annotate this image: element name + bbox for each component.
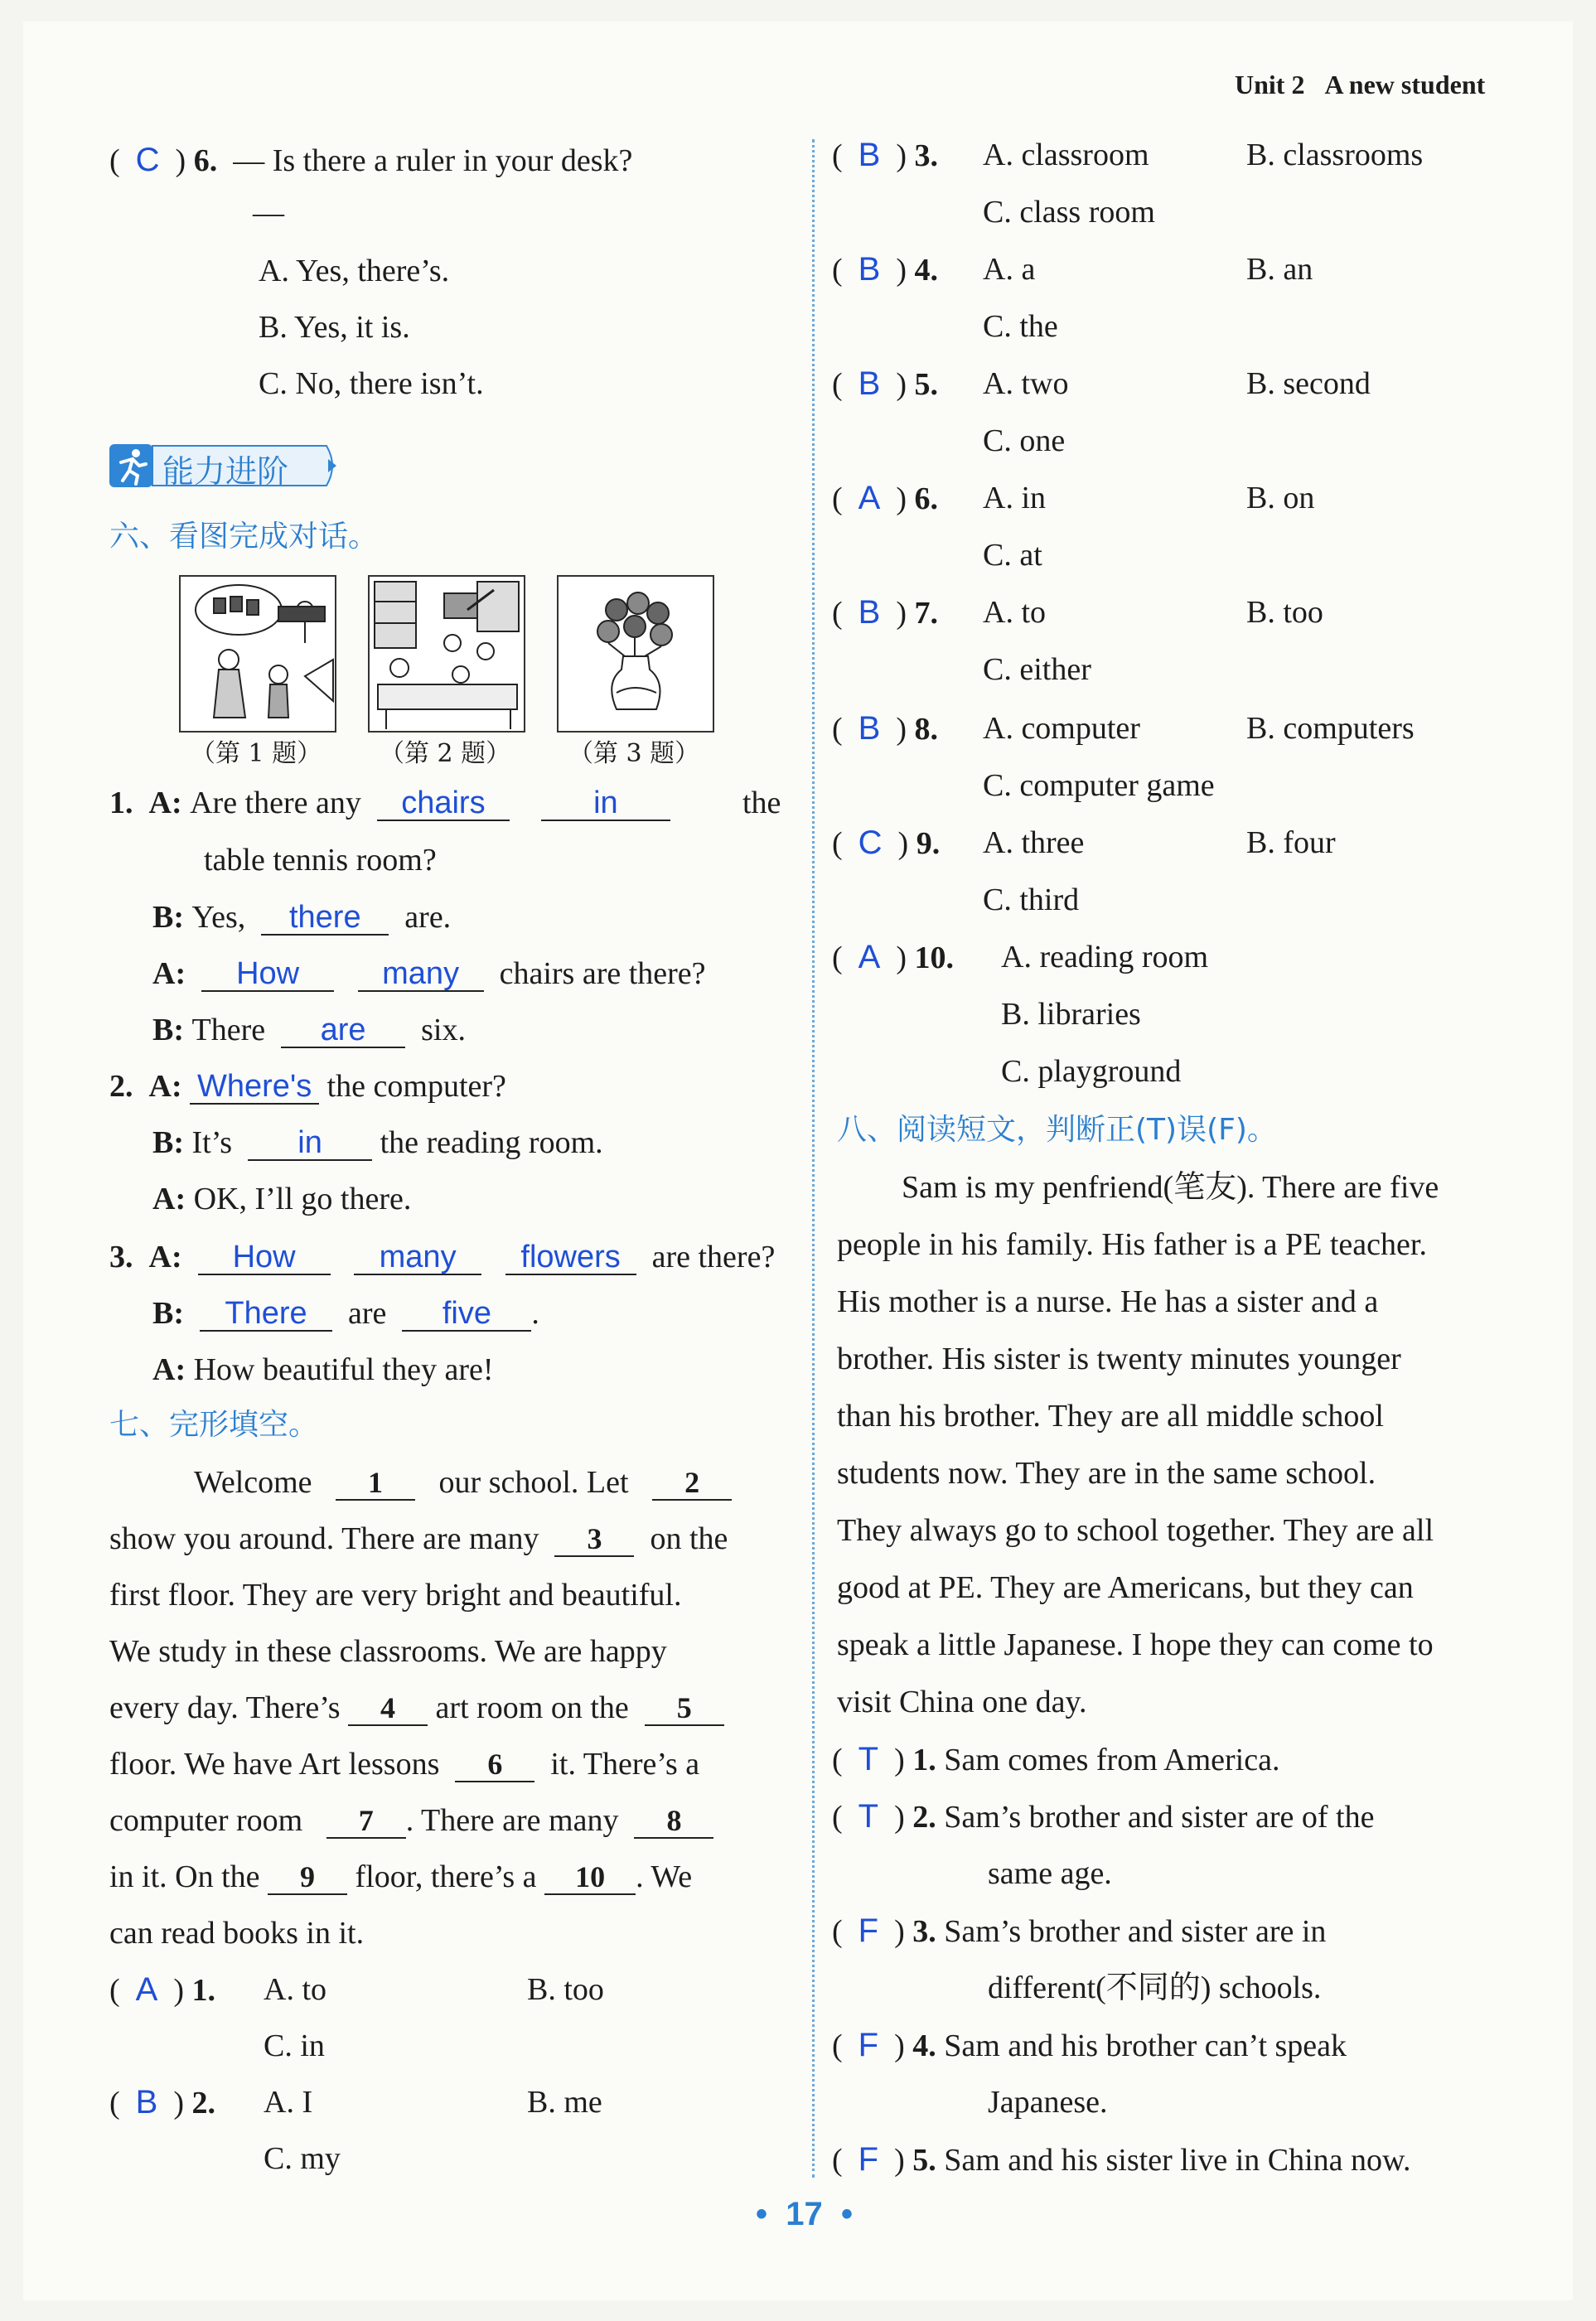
question-number: 6. [193, 143, 218, 178]
answer-mark: T [858, 1798, 879, 1835]
cloze-item: ( A ) 10. [832, 939, 954, 975]
cloze-item: ( B ) 8. [832, 710, 938, 747]
passage-line: speak a little Japanese. I hope they can come to [837, 1627, 1434, 1662]
passage-line: Sam is my penfriend(笔友). There are five [902, 1170, 1439, 1205]
classroom-chairs-illustration [181, 577, 335, 731]
flower-vase-illustration [559, 577, 713, 731]
page-number: • 17 • [756, 2196, 853, 2232]
cloze-row: We study in these classrooms. We are happy [109, 1634, 667, 1669]
picture-2 [368, 575, 525, 733]
cloze-row: floor. We have Art lessons 6 it. There’s a [109, 1747, 700, 1782]
banner-text: 能力进阶 [162, 453, 289, 490]
cloze-blank: 7 [326, 1804, 406, 1839]
answer-mark: F [858, 2141, 879, 2178]
unit-title: A new student [1324, 70, 1486, 99]
tf-item: ( F ) 5. Sam and his sister live in China now. [832, 2141, 1411, 2178]
ability-banner [109, 442, 343, 489]
answer-mark: T [858, 1741, 879, 1777]
dialogue-line: B: There are five . [152, 1296, 539, 1331]
passage-line: good at PE. They are Americans, but they can [837, 1570, 1414, 1605]
cloze-row: first floor. They are very bright and beautiful. [109, 1578, 682, 1613]
cloze-row: computer room 7 . There are many 8 [109, 1801, 713, 1840]
cloze-row: Welcome 1 our school. Let 2 [194, 1463, 732, 1501]
answer-mark: B [135, 2084, 158, 2120]
tf-item: ( F ) 4. Sam and his brother can’t speak [832, 2027, 1347, 2063]
cloze-blank: 5 [645, 1691, 724, 1726]
cloze-item: ( B ) 5. [832, 365, 938, 402]
cloze-row: every day. There’s 4 art room on the 5 [109, 1689, 724, 1727]
answer-blank[interactable]: there [261, 901, 389, 936]
answer-mark: B [858, 365, 881, 402]
cloze-item: ( B ) 7. [832, 594, 938, 631]
cloze-blank: 8 [634, 1804, 713, 1839]
answer-mark: A [858, 480, 881, 516]
dialogue-line: 3. A: How many flowers are there? [109, 1240, 776, 1274]
cloze-item: ( A ) 1. [109, 1971, 215, 2008]
answer-mark: C [858, 824, 883, 861]
answer-blank[interactable]: flowers [505, 1240, 636, 1275]
cloze-row: can read books in it. [109, 1916, 365, 1951]
answer-blank[interactable]: in [541, 786, 670, 821]
answer-mark: F [858, 2027, 879, 2063]
cloze-item: ( B ) 3. [832, 137, 938, 173]
unit-header [1235, 70, 1485, 100]
answer-blank[interactable]: How [201, 957, 334, 992]
answer-blank[interactable]: in [248, 1126, 372, 1161]
answer-mark: C [135, 142, 160, 178]
answer-blank[interactable]: five [402, 1297, 531, 1332]
passage-line: students now. They are in the same school. [837, 1456, 1376, 1491]
cloze-row: show you around. There are many 3 on the [109, 1521, 728, 1556]
tf-item: ( T ) 1. Sam comes from America. [832, 1741, 1280, 1777]
cloze-blank: 9 [268, 1860, 347, 1895]
cloze-row: in it. On the 9 floor, there’s a 10 . We [109, 1859, 693, 1894]
passage-line: brother. His sister is twenty minutes younger [837, 1342, 1401, 1376]
cloze-blank: 2 [652, 1466, 732, 1501]
unit-label: Unit 2 [1235, 70, 1305, 99]
answer-blank[interactable]: are [281, 1013, 405, 1048]
dialogue-line: B: It’s in the reading room. [152, 1125, 603, 1160]
passage-line: They always go to school together. They are all [837, 1513, 1434, 1548]
cloze-blank: 6 [455, 1748, 534, 1782]
section8-title: 八、阅读短文，判断正(T)误(F)。 [837, 1113, 1277, 1147]
answer-blank[interactable]: How [198, 1240, 331, 1275]
answer-blank[interactable]: Where's [190, 1070, 319, 1105]
question-text: — Is there a ruler in your desk? [233, 143, 633, 178]
caption-3: （第 3 题） [568, 739, 700, 768]
cloze-blank: 1 [336, 1466, 415, 1501]
section7-title: 七、完形填空。 [109, 1408, 319, 1442]
answer-mark: B [858, 594, 881, 631]
dialogue-line: 1. A: Are there any chairs in [109, 784, 670, 822]
section6-title: 六、看图完成对话。 [109, 520, 379, 554]
answer-mark: F [858, 1912, 879, 1949]
dialogue-line: 2. A: Where's the computer? [109, 1069, 506, 1104]
q6-line: ( C ) 6. — Is there a ruler in your desk? [109, 142, 633, 178]
cloze-item: ( A ) 6. [832, 480, 938, 516]
reading-room-illustration [370, 577, 524, 731]
caption-1: （第 1 题） [191, 739, 322, 768]
cloze-item: ( B ) 4. [832, 251, 938, 288]
cloze-item: ( C ) 9. [832, 824, 941, 861]
column-divider [812, 139, 815, 2178]
q6-option-c: C. No, there isn’t. [259, 366, 484, 401]
tf-item: ( T ) 2. Sam’s brother and sister are of the [832, 1798, 1375, 1835]
answer-blank[interactable]: chairs [377, 786, 510, 821]
answer-blank[interactable]: There [200, 1297, 332, 1332]
dialogue-line: A: How many chairs are there? [152, 956, 706, 991]
picture-1 [179, 575, 336, 733]
passage-line: than his brother. They are all middle school [837, 1399, 1384, 1434]
answer-blank[interactable]: many [354, 1240, 481, 1275]
passage-line: visit China one day. [837, 1685, 1087, 1719]
running-person-icon [109, 444, 152, 487]
dialogue-line: A: OK, I’ll go there. [152, 1182, 412, 1216]
picture-3 [557, 575, 714, 733]
answer-blank[interactable]: many [358, 957, 484, 992]
cloze-blank: 10 [544, 1860, 636, 1895]
answer-mark: A [858, 939, 881, 975]
answer-mark: A [135, 1971, 158, 2008]
cloze-blank: 4 [348, 1691, 428, 1726]
answer-mark: B [858, 251, 881, 288]
dialogue-line: A: How beautiful they are! [152, 1352, 494, 1387]
q6-option-b: B. Yes, it is. [259, 310, 410, 345]
answer-mark: B [858, 710, 881, 747]
cloze-blank: 3 [554, 1522, 634, 1557]
cloze-item: ( B ) 2. [109, 2084, 215, 2120]
q6-dash: — [253, 196, 284, 230]
dialogue-line: table tennis room? [204, 843, 437, 878]
tf-item: ( F ) 3. Sam’s brother and sister are in [832, 1912, 1327, 1949]
q6-option-a: A. Yes, there’s. [259, 254, 450, 288]
passage-line: people in his family. His father is a PE teacher. [837, 1227, 1427, 1262]
dialogue-line: B: Yes, there are. [152, 900, 452, 935]
passage-line: His mother is a nurse. He has a sister and a [837, 1284, 1379, 1319]
caption-2: （第 2 题） [380, 739, 511, 768]
dialogue-line: B: There are six. [152, 1013, 466, 1047]
answer-mark: B [858, 137, 881, 173]
